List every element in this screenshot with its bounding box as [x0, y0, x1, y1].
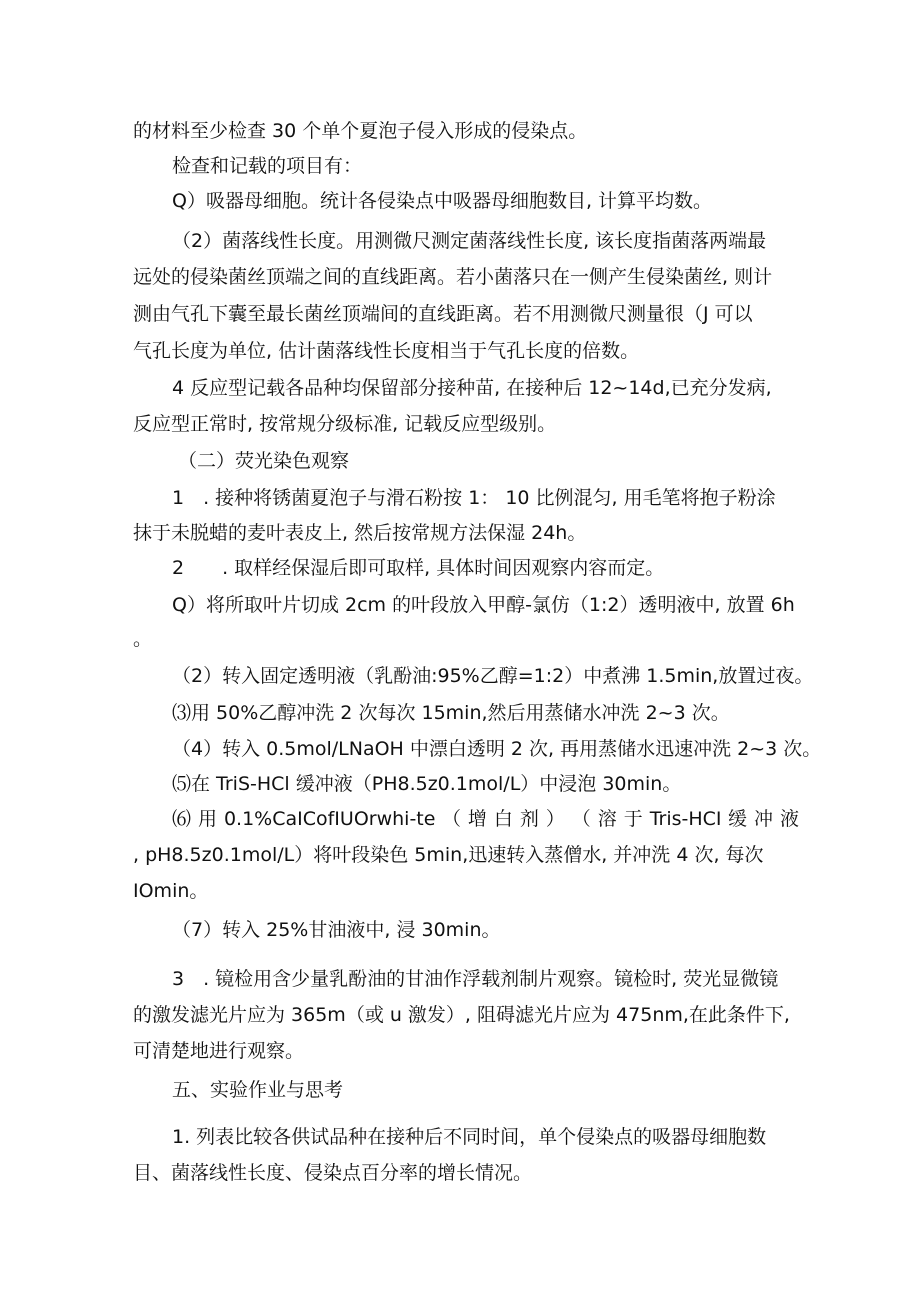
text-line: 1. 列表比较各供试品种在接种后不同时间，单个侵染点的吸器母细胞数 [172, 1126, 767, 1148]
text-line: Q）将所取叶片切成 2cm 的叶段放入甲醇-氯仿（1:2）透明液中, 放置 6h [172, 594, 795, 616]
text-line: 远处的侵染菌丝顶端之间的直线距离。若小菌落只在一侧产生侵染菌丝, 则计 [133, 266, 773, 288]
text-line: 抹于未脱蜡的麦叶表皮上, 然后按常规方法保湿 24h。 [133, 522, 587, 544]
text-line: 的材料至少检查 30 个单个夏泡子侵入形成的侵染点。 [133, 120, 588, 142]
text-line: 的激发滤光片应为 365m（或 u 激发）, 阻碍滤光片应为 475nm,在此条件下, [133, 1004, 790, 1026]
text-line: 气孔长度为单位, 估计菌落线性长度相当于气孔长度的倍数。 [133, 340, 640, 362]
section-heading: （二）荧光染色观察 [178, 450, 350, 472]
text-line: ⑶用 50%乙醇冲洗 2 次每次 15min,然后用蒸储水冲洗 2~3 次。 [172, 702, 730, 724]
text-line: 3 . 镜检用含少量乳酚油的甘油作浮载剂制片观察。镜检时, 荧光显微镜 [172, 968, 779, 990]
text-line: 1 . 接种将锈菌夏泡子与滑石粉按 1： 10 比例混匀, 用毛笔将抱子粉涂 [172, 487, 776, 509]
text-line: （4）转入 0.5mol/LNaOH 中漂白透明 2 次, 再用蒸储水迅速冲洗 2~3 次。 [172, 738, 822, 760]
text-line: Q）吸器母细胞。统计各侵染点中吸器母细胞数目, 计算平均数。 [172, 190, 713, 212]
text-line: 测由气孔下囊至最长菌丝顶端间的直线距离。若不用测微尺测量很（J 可以 [133, 303, 753, 325]
text-line: （7）转入 25%甘油液中, 浸 30min。 [172, 919, 501, 941]
section-heading: 五、实验作业与思考 [172, 1079, 344, 1101]
text-line: IOmin。 [133, 880, 209, 902]
text-line: 反应型正常时, 按常规分级标准, 记载反应型级别。 [133, 413, 557, 435]
text-line: 可清楚地进行观察。 [133, 1040, 305, 1062]
text-line: 目、菌落线性长度、侵染点百分率的增长情况。 [133, 1162, 533, 1184]
text-line: , pH8.5z0.1mol/L）将叶段染色 5min,迅速转入蒸僧水, 并冲洗 4 次, 每次 [133, 844, 764, 866]
text-line: 。 [133, 628, 153, 650]
text-line: （2）菌落线性长度。用测微尺测定菌落线性长度, 该长度指菌落两端最 [172, 230, 767, 252]
text-line: 检查和记载的项目有： [172, 155, 363, 177]
text-line: 2 . 取样经保湿后即可取样, 具体时间因观察内容而定。 [172, 557, 665, 579]
text-line: 4 反应型记载各品种均保留部分接种苗, 在接种后 12~14d,已充分发病, [172, 377, 772, 399]
text-line: ⑸在 TriS-HCl 缓冲液（PH8.5z0.1mol/L）中浸泡 30min。 [172, 773, 682, 795]
text-line: （2）转入固定透明液（乳酚油:95%乙醇=1:2）中煮沸 1.5min,放置过夜。 [172, 665, 814, 687]
text-line: ⑹ 用 0.1%CaICofIUOrwhi-te （ 增 白 剂 ） （ 溶 于 Tris-HCI 缓 冲 液 [172, 808, 799, 830]
